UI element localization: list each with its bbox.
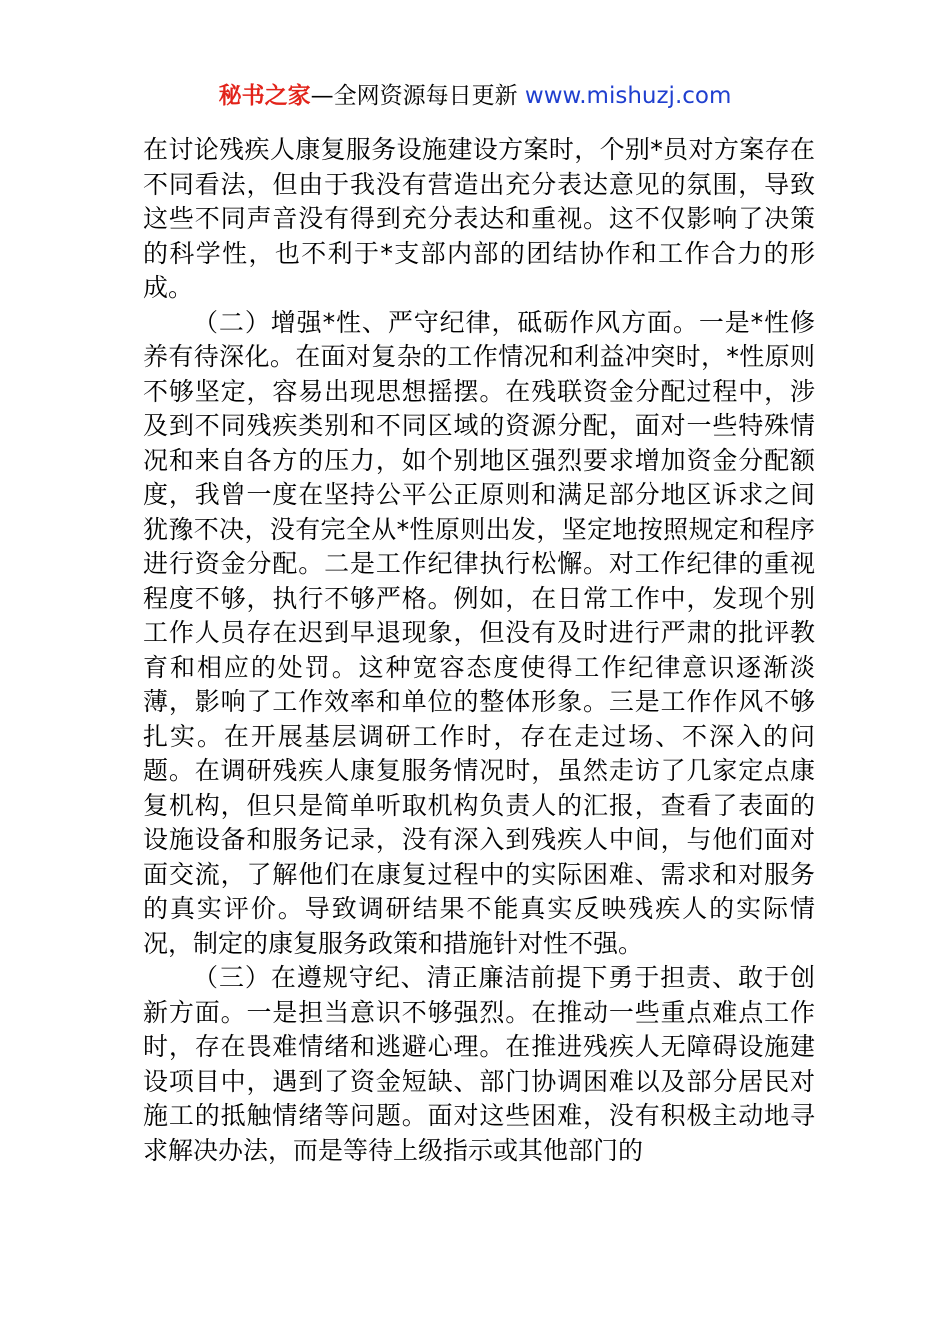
paragraph-1: 在讨论残疾人康复服务设施建设方案时，个别*员对方案存在不同看法，但由于我没有营造出充分表达意见的氛围，导致这些不同声音没有得到充分表达和重视。这不仅影响了决策的科学性，也不利于*支部内部的团结协作和工作合力的形成。 bbox=[143, 135, 815, 302]
paragraph-3: （三）在遵规守纪、清正廉洁前提下勇于担责、敢于创新方面。一是担当意识不够强烈。在推动一些重点难点工作时，存在畏难情绪和逃避心理。在推进残疾人无障碍设施建设项目中，遇到了资金短缺、部门协调困难以及部分居民对施工的抵触情绪等问题。面对这些困难，没有积极主动地寻求解决办法，而是等待上级指示或其他部门的 bbox=[143, 963, 815, 1165]
site-header bbox=[0, 80, 950, 112]
document-body bbox=[143, 133, 815, 1168]
paragraph-2: （二）增强*性、严守纪律，砥砺作风方面。一是*性修养有待深化。在面对复杂的工作情况和利益冲突时，*性原则不够坚定，容易出现思想摇摆。在残联资金分配过程中，涉及到不同残疾类别和不同区域的资源分配，面对一些特殊情况和来自各方的压力，如个别地区强烈要求增加资金分配额度，我曾一度在坚持公平公正原则和满足部分地区诉求之间犹豫不决，没有完全从*性原则出发，坚定地按照规定和程序进行资金分配。二是工作纪律执行松懈。对工作纪律的重视程度不够，执行不够严格。例如，在日常工作中，发现个别工作人员存在迟到早退现象，但没有及时进行严肃的批评教育和相应的处罚。这种宽容态度使得工作纪律意识逐渐淡薄，影响了工作效率和单位的整体形象。三是工作作风不够扎实。在开展基层调研工作时，存在走过场、不深入的问题。在调研残疾人康复服务情况时，虽然走访了几家定点康复机构，但只是简单听取机构负责人的汇报，查看了表面的设施设备和服务记录，没有深入到残疾人中间，与他们面对面交流，了解他们在康复过程中的实际困难、需求和对服务的真实评价。导致调研结果不能真实反映残疾人的实际情况，制定的康复服务政策和措施针对性不强。 bbox=[143, 307, 815, 958]
site-url-link[interactable]: www.mishuzj.com bbox=[524, 83, 732, 109]
site-tagline: —全网资源每日更新 bbox=[310, 83, 518, 109]
site-brand: 秘书之家 bbox=[218, 83, 311, 109]
